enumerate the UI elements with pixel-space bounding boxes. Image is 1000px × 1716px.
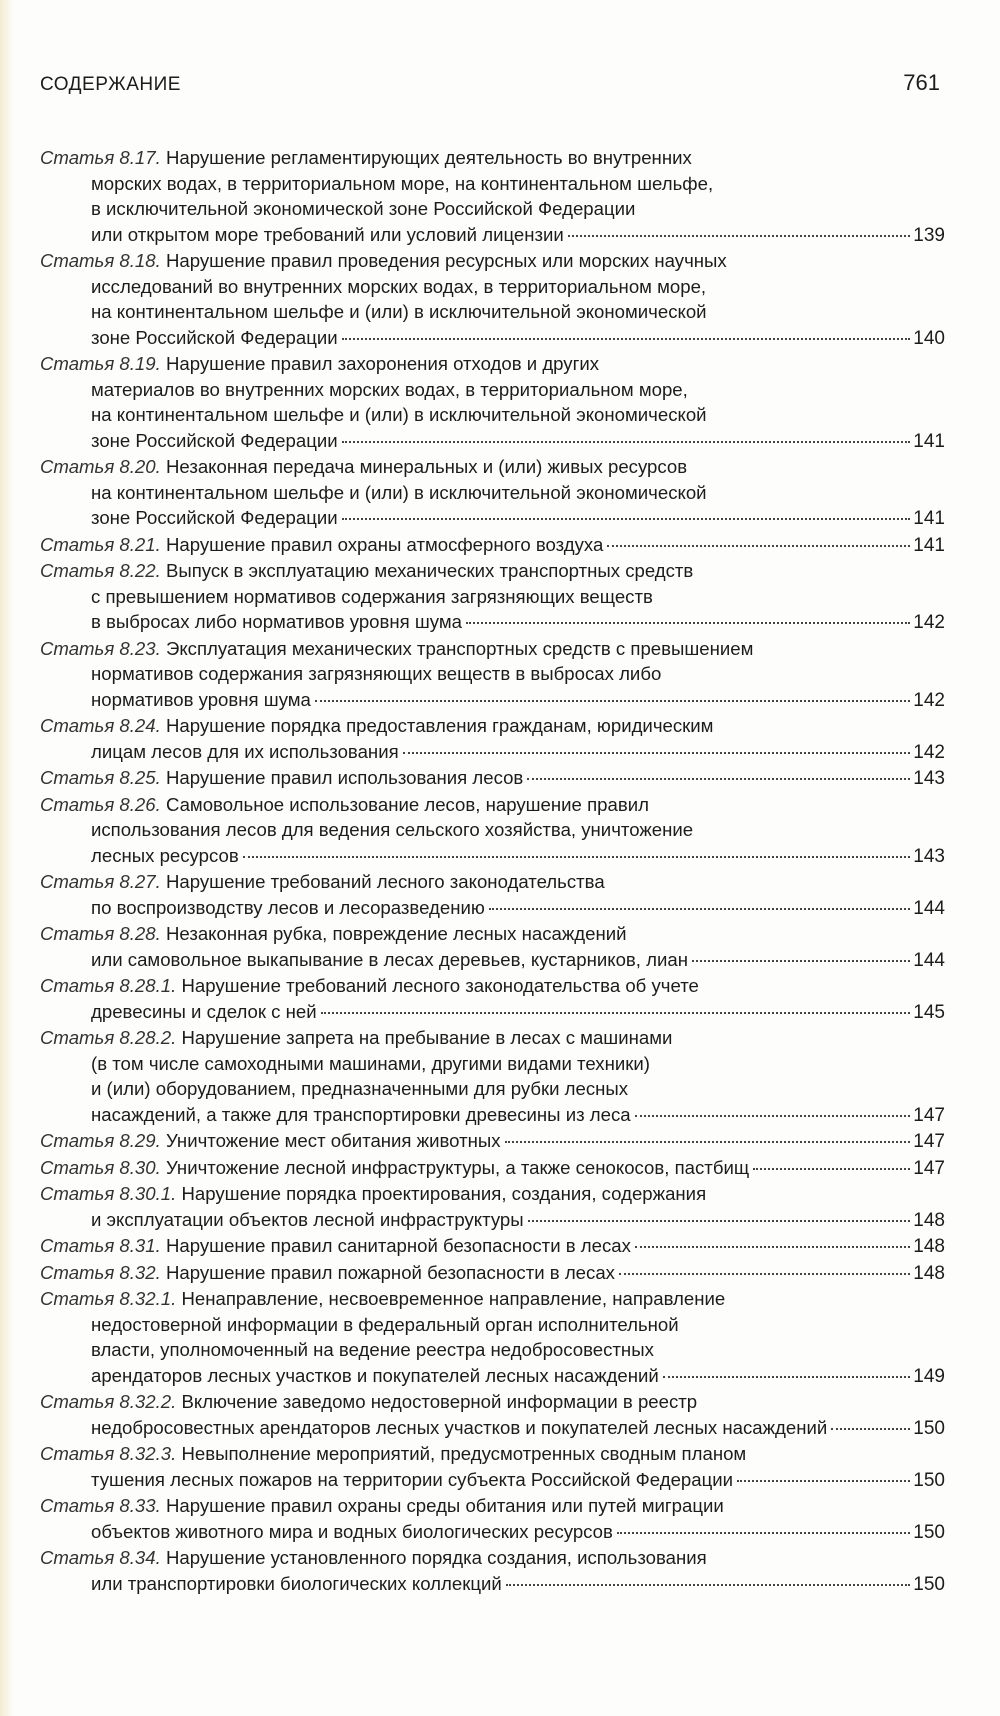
article-title-text: Незаконная передача минеральных и (или) живых ресурсов: [165, 456, 688, 477]
running-header-title: СОДЕРЖАНИЕ: [40, 74, 181, 95]
toc-entry: [40, 145, 945, 248]
article-title-text: Нарушение запрета на пребывание в лесах с машинами: [181, 1027, 673, 1048]
dot-leader: [692, 960, 910, 962]
toc-entry: [40, 636, 945, 714]
article-label: Статья 8.32.2.: [40, 1391, 177, 1412]
dot-leader: [635, 1246, 910, 1248]
article-label: Статья 8.23.: [40, 637, 161, 659]
toc-entry: [40, 765, 945, 792]
toc-entry-line: [40, 1051, 945, 1077]
article-title-text: Нарушение требований лесного законодательства: [165, 871, 605, 892]
article-title-text: Выпуск в эксплуатацию механических транспортных средств: [165, 560, 694, 581]
article-title-text: недобросовестных арендаторов лесных участков и покупателей лесных насаждений: [91, 1416, 828, 1438]
toc-entry: [40, 351, 945, 454]
entry-page-number: 147: [913, 1157, 945, 1179]
article-title-text: зоне Российской Федерации: [91, 429, 338, 451]
dot-leader: [342, 441, 911, 443]
entry-page-number: 143: [913, 845, 945, 867]
article-title-text: зоне Российской Федерации: [91, 507, 338, 528]
entry-page-number: 144: [913, 897, 945, 919]
dot-leader: [505, 1141, 911, 1143]
page-number: 761: [903, 70, 940, 95]
article-title-text: тушения лесных пожаров на территории субъекта Российской Федерации: [91, 1468, 734, 1490]
dot-leader: [506, 1584, 911, 1586]
toc-entry: [40, 558, 945, 636]
entry-page-number: 141: [913, 430, 945, 452]
article-label: Статья 8.27.: [40, 871, 161, 892]
toc-entry-line: [40, 299, 945, 325]
toc-entry-line: [40, 351, 945, 377]
toc-entry-line: [40, 171, 945, 197]
article-title-text: зоне Российской Федерации: [91, 326, 338, 348]
entry-page-number: 142: [913, 741, 945, 763]
entry-page-number: 143: [913, 768, 945, 789]
dot-leader: [568, 235, 910, 237]
article-title-text: по воспроизводству лесов и лесоразведению: [91, 896, 485, 918]
article-label: Статья 8.20.: [40, 456, 161, 477]
article-label: Статья 8.21.: [40, 533, 161, 555]
article-title-text: или транспортировки биологических коллекций: [91, 1572, 502, 1594]
toc-entry-line: [40, 145, 945, 171]
article-title-text: недостоверной информации в федеральный орган исполнительной: [91, 1313, 679, 1335]
article-label: Статья 8.32.1.: [40, 1288, 177, 1309]
toc-entry-line: [40, 402, 945, 428]
article-title-text: Нарушение порядка предоставления гражданам, юридическим: [165, 715, 714, 736]
toc-entry-line: [40, 921, 945, 947]
toc-entry-line: [40, 1441, 945, 1467]
article-label: Статья 8.22.: [40, 560, 161, 581]
toc-entry: [40, 973, 945, 1025]
toc-entry: [40, 454, 945, 532]
article-title-text: Нарушение правил охраны среды обитания или путей миграции: [165, 1495, 724, 1516]
toc-entry-line: [40, 480, 945, 506]
entry-page-number: 148: [913, 1236, 945, 1257]
article-title-text: Нарушение правил охраны атмосферного воздуха: [165, 533, 604, 555]
entry-page-number: 141: [913, 508, 945, 529]
article-title-text: Нарушение правил проведения ресурсных или морских научных: [165, 250, 727, 271]
article-title-text: с превышением нормативов содержания загрязняющих веществ: [91, 585, 653, 607]
toc-entry-line: [40, 1207, 945, 1234]
dot-leader: [342, 338, 911, 340]
dot-leader: [315, 700, 910, 702]
toc-entry-line: [40, 454, 945, 480]
toc-entry-line: [40, 1493, 945, 1519]
article-title-text: нормативов содержания загрязняющих веществ в выбросах либо: [91, 663, 662, 684]
toc-entry-line: [40, 1181, 945, 1207]
article-title-text: в выбросах либо нормативов уровня шума: [91, 611, 463, 632]
toc-entry-line: [40, 817, 945, 843]
article-label: Статья 8.24.: [40, 715, 161, 736]
article-title-text: на континентальном шельфе и (или) в исключительной экономической: [91, 301, 707, 322]
article-title-text: Самовольное использование лесов, нарушение правил: [165, 793, 649, 815]
article-label: Статья 8.18.: [40, 250, 161, 271]
article-title-text: Нарушение правил пожарной безопасности в лесах: [165, 1261, 615, 1283]
toc-entry-line: [40, 1337, 945, 1363]
article-label: Статья 8.26.: [40, 793, 161, 815]
toc-entry: [40, 1493, 945, 1545]
article-label: Статья 8.30.1.: [40, 1183, 177, 1204]
toc-entry-line: [40, 1389, 945, 1415]
toc-entry-line: [40, 1076, 945, 1102]
toc-entry: [40, 921, 945, 973]
toc-entry: [40, 1545, 945, 1597]
article-label: Статья 8.28.2.: [40, 1027, 177, 1048]
article-title-text: морских водах, в территориальном море, на континентальном шельфе,: [91, 172, 714, 194]
dot-leader: [635, 1115, 911, 1117]
entry-page-number: 142: [913, 689, 945, 711]
article-label: Статья 8.28.: [40, 923, 161, 944]
article-title-text: власти, уполномоченный на ведение реестра недобросовестных: [91, 1339, 654, 1360]
entry-page-number: 148: [913, 1209, 945, 1231]
dot-leader: [617, 1532, 910, 1534]
article-title-text: Нарушение регламентирующих деятельность во внутренних: [165, 147, 692, 168]
toc-entry-line: [40, 636, 945, 662]
toc-entry-line: [40, 584, 945, 610]
toc-entry: [40, 1441, 945, 1493]
toc-entry-line: [40, 661, 945, 687]
article-title-text: или открытом море требований или условий лицензии: [91, 223, 564, 245]
toc-entry-line: [40, 1467, 945, 1494]
article-label: Статья 8.19.: [40, 353, 161, 374]
article-label: Статья 8.29.: [40, 1130, 161, 1151]
toc-entry-line: [40, 1415, 945, 1442]
article-title-text: и (или) оборудованием, предназначенными для рубки лесных: [91, 1078, 629, 1099]
toc-entry-line: [40, 713, 945, 739]
article-label: Статья 8.25.: [40, 767, 161, 788]
toc-entry-line: [40, 1286, 945, 1312]
dot-leader: [663, 1376, 911, 1378]
article-title-text: (в том числе самоходными машинами, другими видами техники): [91, 1052, 650, 1074]
entry-page-number: 148: [913, 1262, 945, 1284]
toc-entry-line: [40, 1519, 945, 1546]
article-title-text: исследований во внутренних морских водах, в территориальном море,: [91, 275, 707, 297]
toc-entry-line: [40, 532, 945, 559]
entry-page-number: 150: [913, 1573, 945, 1595]
toc-entry-line: [40, 1025, 945, 1051]
article-label: Статья 8.28.1.: [40, 975, 177, 996]
toc-entry-line: [40, 222, 945, 249]
toc-entry-line: [40, 895, 945, 922]
toc-entry-line: [40, 377, 945, 403]
toc-entry-line: [40, 687, 945, 714]
toc-entry-line: [40, 1128, 945, 1155]
toc-entry-line: [40, 1363, 945, 1390]
article-title-text: Нарушение правил захоронения отходов и других: [165, 353, 600, 374]
toc-entry-line: [40, 1545, 945, 1571]
toc-entry: [40, 1389, 945, 1441]
toc-entry-line: [40, 739, 945, 766]
article-title-text: и эксплуатации объектов лесной инфраструктуры: [91, 1208, 524, 1230]
toc-entry: [40, 713, 945, 765]
article-title-text: Незаконная рубка, повреждение лесных насаждений: [165, 923, 627, 944]
article-title-text: Нарушение установленного порядка создания, использования: [165, 1547, 707, 1568]
article-title-text: или самовольное выкапывание в лесах деревьев, кустарников, лиан: [91, 948, 688, 970]
toc-entry-line: [40, 505, 945, 532]
toc-entry-line: [40, 558, 945, 584]
article-title-text: Уничтожение лесной инфраструктуры, а также сенокосов, пастбищ: [165, 1156, 750, 1178]
toc-entry: [40, 248, 945, 351]
toc-entry-line: [40, 792, 945, 818]
toc-entry-line: [40, 947, 945, 974]
dot-leader: [342, 518, 911, 520]
dot-leader: [831, 1428, 910, 1430]
toc-entry-line: [40, 248, 945, 274]
article-title-text: Нарушение правил санитарной безопасности в лесах: [165, 1235, 631, 1256]
article-title-text: Ненаправление, несвоевременное направление, направление: [181, 1288, 726, 1309]
toc-entry-line: [40, 843, 945, 870]
article-label: Статья 8.31.: [40, 1235, 161, 1256]
dot-leader: [321, 1012, 911, 1014]
article-label: Статья 8.30.: [40, 1156, 161, 1178]
article-title-text: в исключительной экономической зоне Российской Федерации: [91, 198, 636, 219]
page-header: [40, 70, 940, 110]
toc-entry-line: [40, 1102, 945, 1129]
entry-page-number: 150: [913, 1469, 945, 1491]
toc-entry: [40, 1025, 945, 1128]
dot-leader: [403, 752, 911, 754]
article-title-text: материалов во внутренних морских водах, в территориальном море,: [91, 378, 688, 400]
toc-entry: [40, 792, 945, 870]
entry-page-number: 139: [913, 224, 945, 246]
article-title-text: Невыполнение мероприятий, предусмотренных сводным планом: [181, 1443, 747, 1464]
article-label: Статья 8.32.: [40, 1261, 161, 1283]
table-of-contents: [40, 145, 945, 1597]
toc-entry-line: [40, 196, 945, 222]
toc-entry-line: [40, 999, 945, 1026]
toc-entry: [40, 1286, 945, 1389]
article-label: Статья 8.33.: [40, 1495, 161, 1516]
entry-page-number: 144: [913, 949, 945, 971]
entry-page-number: 140: [913, 327, 945, 349]
entry-page-number: 147: [913, 1104, 945, 1126]
article-title-text: объектов животного мира и водных биологических ресурсов: [91, 1520, 613, 1542]
toc-entry-line: [40, 765, 945, 792]
entry-page-number: 142: [913, 612, 945, 633]
toc-entry-line: [40, 428, 945, 455]
article-title-text: Уничтожение мест обитания животных: [165, 1130, 501, 1151]
toc-entry-line: [40, 869, 945, 895]
article-title-text: Нарушение правил использования лесов: [165, 767, 524, 788]
toc-entry: [40, 532, 945, 559]
toc-entry: [40, 869, 945, 921]
dot-leader: [243, 856, 911, 858]
page-edge-tint: [0, 0, 14, 1716]
article-title-text: на континентальном шельфе и (или) в исключительной экономической: [91, 481, 707, 503]
entry-page-number: 150: [913, 1417, 945, 1439]
article-title-text: лесных ресурсов: [91, 844, 239, 866]
dot-leader: [619, 1273, 910, 1275]
article-label: Статья 8.34.: [40, 1547, 161, 1568]
toc-entry-line: [40, 973, 945, 999]
article-title-text: Нарушение требований лесного законодательства об учете: [181, 975, 699, 996]
entry-page-number: 150: [913, 1521, 945, 1543]
toc-entry: [40, 1260, 945, 1287]
toc-entry-line: [40, 1155, 945, 1182]
article-title-text: Нарушение порядка проектирования, создания, содержания: [181, 1183, 707, 1204]
article-title-text: использования лесов для ведения сельского хозяйства, уничтожение: [91, 819, 694, 840]
entry-page-number: 145: [913, 1001, 945, 1023]
toc-entry: [40, 1181, 945, 1233]
article-title-text: лицам лесов для их использования: [91, 740, 399, 762]
article-title-text: арендаторов лесных участков и покупателей лесных насаждений: [91, 1364, 659, 1386]
toc-entry-line: [40, 325, 945, 352]
toc-entry-line: [40, 1312, 945, 1338]
article-label: Статья 8.32.3.: [40, 1443, 177, 1464]
dot-leader: [753, 1168, 910, 1170]
dot-leader: [737, 1480, 910, 1482]
entry-page-number: 147: [913, 1131, 945, 1152]
article-label: Статья 8.17.: [40, 147, 161, 168]
entry-page-number: 141: [913, 534, 945, 556]
toc-entry-line: [40, 1233, 945, 1260]
toc-entry: [40, 1128, 945, 1155]
dot-leader: [527, 778, 910, 780]
article-title-text: древесины и сделок с ней: [91, 1000, 317, 1022]
article-title-text: насаждений, а также для транспортировки древесины из леса: [91, 1103, 631, 1125]
article-title-text: нормативов уровня шума: [91, 688, 311, 710]
toc-entry: [40, 1233, 945, 1260]
article-title-text: Включение заведомо недостоверной информации в реестр: [181, 1391, 698, 1412]
dot-leader: [466, 622, 910, 624]
toc-entry-line: [40, 1260, 945, 1287]
dot-leader: [489, 908, 910, 910]
toc-entry-line: [40, 274, 945, 300]
toc-entry: [40, 1155, 945, 1182]
dot-leader: [607, 545, 910, 547]
toc-entry-line: [40, 1571, 945, 1598]
article-title-text: Эксплуатация механических транспортных средств с превышением: [165, 637, 754, 659]
article-title-text: на континентальном шельфе и (или) в исключительной экономической: [91, 404, 707, 425]
entry-page-number: 149: [913, 1365, 945, 1387]
toc-entry-line: [40, 609, 945, 636]
dot-leader: [528, 1220, 911, 1222]
